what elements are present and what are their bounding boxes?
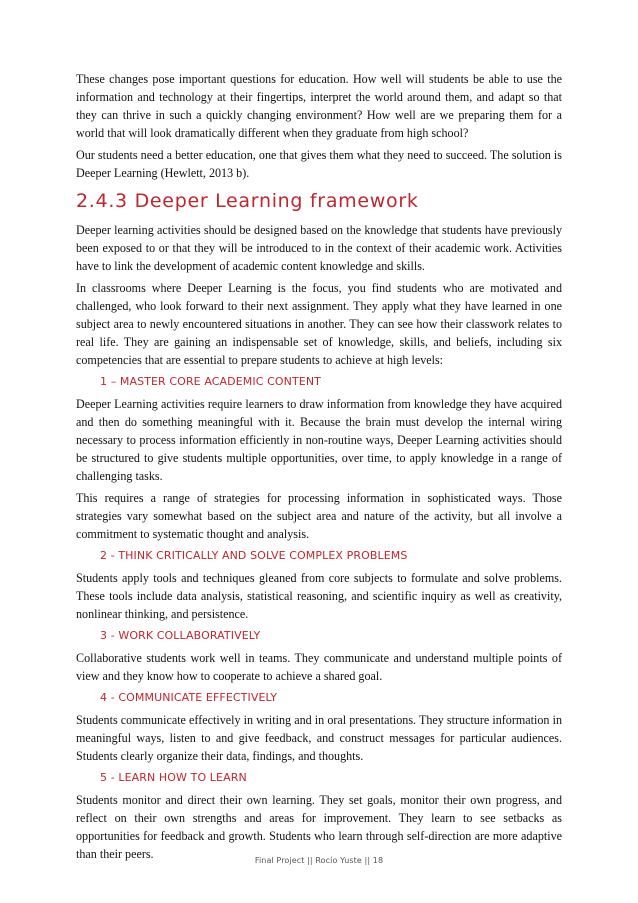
competency-1-heading: 1 – MASTER CORE ACADEMIC CONTENT [100, 375, 321, 388]
competency-2-paragraph: Students apply tools and techniques gleaned from core subjects to formulate and solve problems. These tools include data analysis, statistical reasoning, and scientific inquiry as well as creativity, nonlinear thinking, and persistence. [76, 571, 562, 621]
section-paragraph-2: In classrooms where Deeper Learning is the focus, you find students who are motivated and challenged, who look forward to their next assignment. They apply what they have learned in one subject area to newly encountered situations in another. They can see how their classwork relates to real life. They are gaining an indispensable set of knowledge, skills, and beliefs, including six competencies that are essential to prepare students to achieve at high levels: [76, 281, 562, 367]
competency-4-paragraph: Students communicate effectively in writing and in oral presentations. They structure information in meaningful ways, listen to and give feedback, and construct messages for particular audiences. Students clearly organize their data, findings, and thoughts. [76, 713, 562, 763]
competency-5-heading: 5 - LEARN HOW TO LEARN [100, 771, 247, 784]
competency-3-heading: 3 - WORK COLLABORATIVELY [100, 629, 261, 642]
intro-paragraph-2: Our students need a better education, one that gives them what they need to succeed. The solution is Deeper Learning (Hewlett, 2013 b). [76, 148, 562, 180]
competency-4-heading: 4 - COMMUNICATE EFFECTIVELY [100, 691, 278, 704]
competency-2-heading: 2 - THINK CRITICALLY AND SOLVE COMPLEX PROBLEMS [100, 549, 408, 562]
section-paragraph-1: Deeper learning activities should be designed based on the knowledge that students have previously been exposed to or that they will be introduced to in the context of their academic work. Activities have to link the development of academic content knowledge and skills. [76, 223, 562, 273]
page-footer: Final Project || Rocío Yuste || 18 [254, 856, 384, 865]
competency-1-paragraph-2: This requires a range of strategies for processing information in sophisticated ways. Those strategies vary somewhat based on the subject area and nature of the activity, but all involve a commitment to systematic thought and analysis. [76, 491, 562, 541]
section-heading: 2.4.3 Deeper Learning framework [76, 190, 419, 212]
intro-paragraph-1: These changes pose important questions for education. How well will students be able to use the information and technology at their fingertips, interpret the world around them, and adapt so that they can thrive in such a quickly changing environment? How well are we preparing them for a world that will look dramatically different when they graduate from high school? [76, 72, 562, 140]
competency-3-paragraph: Collaborative students work well in teams. They communicate and understand multiple points of view and they know how to cooperate to achieve a shared goal. [76, 651, 562, 683]
competency-5-paragraph: Students monitor and direct their own learning. They set goals, monitor their own progress, and reflect on their own strengths and areas for improvement. They learn to see setbacks as opportunities for feedback and growth. Students who learn through self-direction are more adaptive than their peers. [76, 793, 562, 861]
competency-1-paragraph-1: Deeper Learning activities require learners to draw information from knowledge they have acquired and then do something meaningful with it. Because the brain must develop the internal wiring necessary to process information efficiently in non-routine ways, Deeper Learning activities should be structured to give students multiple opportunities, over time, to apply knowledge in a range of challenging tasks. [76, 397, 562, 483]
